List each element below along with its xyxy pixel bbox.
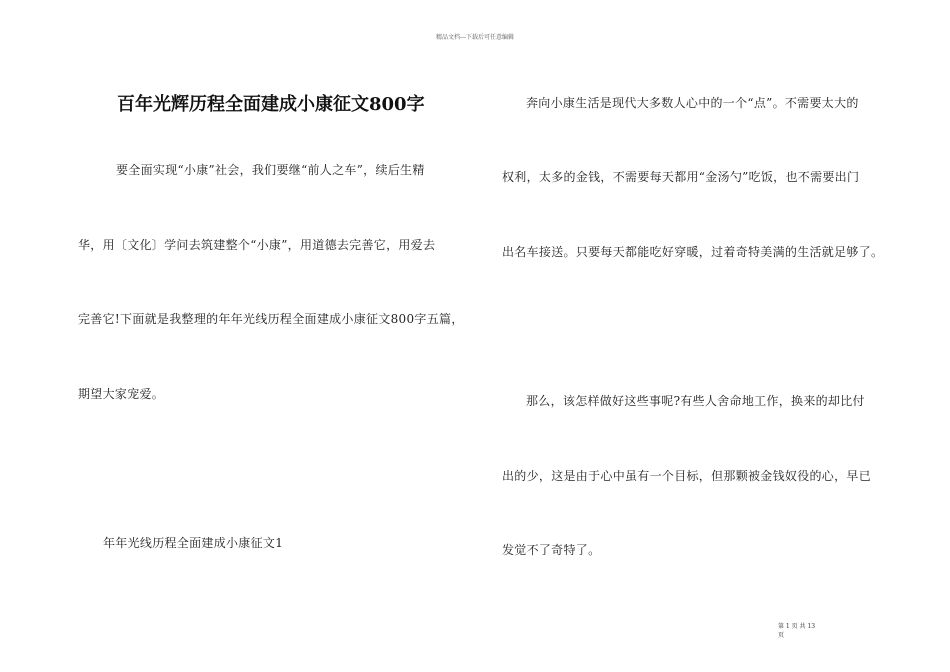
paragraph-line: 那么，该怎样做好这些事呢?有些人舍命地工作，换来的却比付 (526, 394, 865, 408)
paragraph-line: 发觉不了奇特了。 (502, 543, 601, 557)
page-number: 第 1 页 共 13 (778, 623, 816, 630)
paragraph-line: 权利，太多的金钱，不需要每天都用“金汤勺”吃饭，也不需要出门 (502, 170, 860, 184)
paragraph-line: 奔向小康生活是现代大多数人心中的一个“点”。不需要太大的 (526, 96, 859, 110)
paragraph-line: 出名车接送。只要每天都能吃好穿暖，过着奇特美满的生活就足够了。 (502, 245, 884, 259)
page-footer (778, 622, 815, 640)
document-title: 百年光辉历程全面建成小康征文800字 (117, 94, 425, 115)
paragraph-line: 华，用〔文化〕学问去筑建整个“小康”，用道德去完善它，用爱去 (78, 238, 436, 252)
paragraph-line: 完善它!下面就是我整理的年年光线历程全面建成小康征文800字五篇， (78, 312, 464, 326)
paragraph-line: 出的少，这是由于心中虽有一个目标，但那颗被金钱奴役的心，早已 (502, 469, 872, 483)
page-header: 精品文档---下载后可任意编辑 (435, 34, 515, 41)
paragraph-line: 期望大家宠爱。 (78, 387, 165, 401)
section-heading: 年年光线历程全面建成小康征文1 (103, 536, 284, 550)
page-number-suffix: 页 (778, 632, 785, 639)
paragraph-line: 要全面实现“小康”社会，我们要继“前人之车”，续后生精 (116, 163, 425, 177)
